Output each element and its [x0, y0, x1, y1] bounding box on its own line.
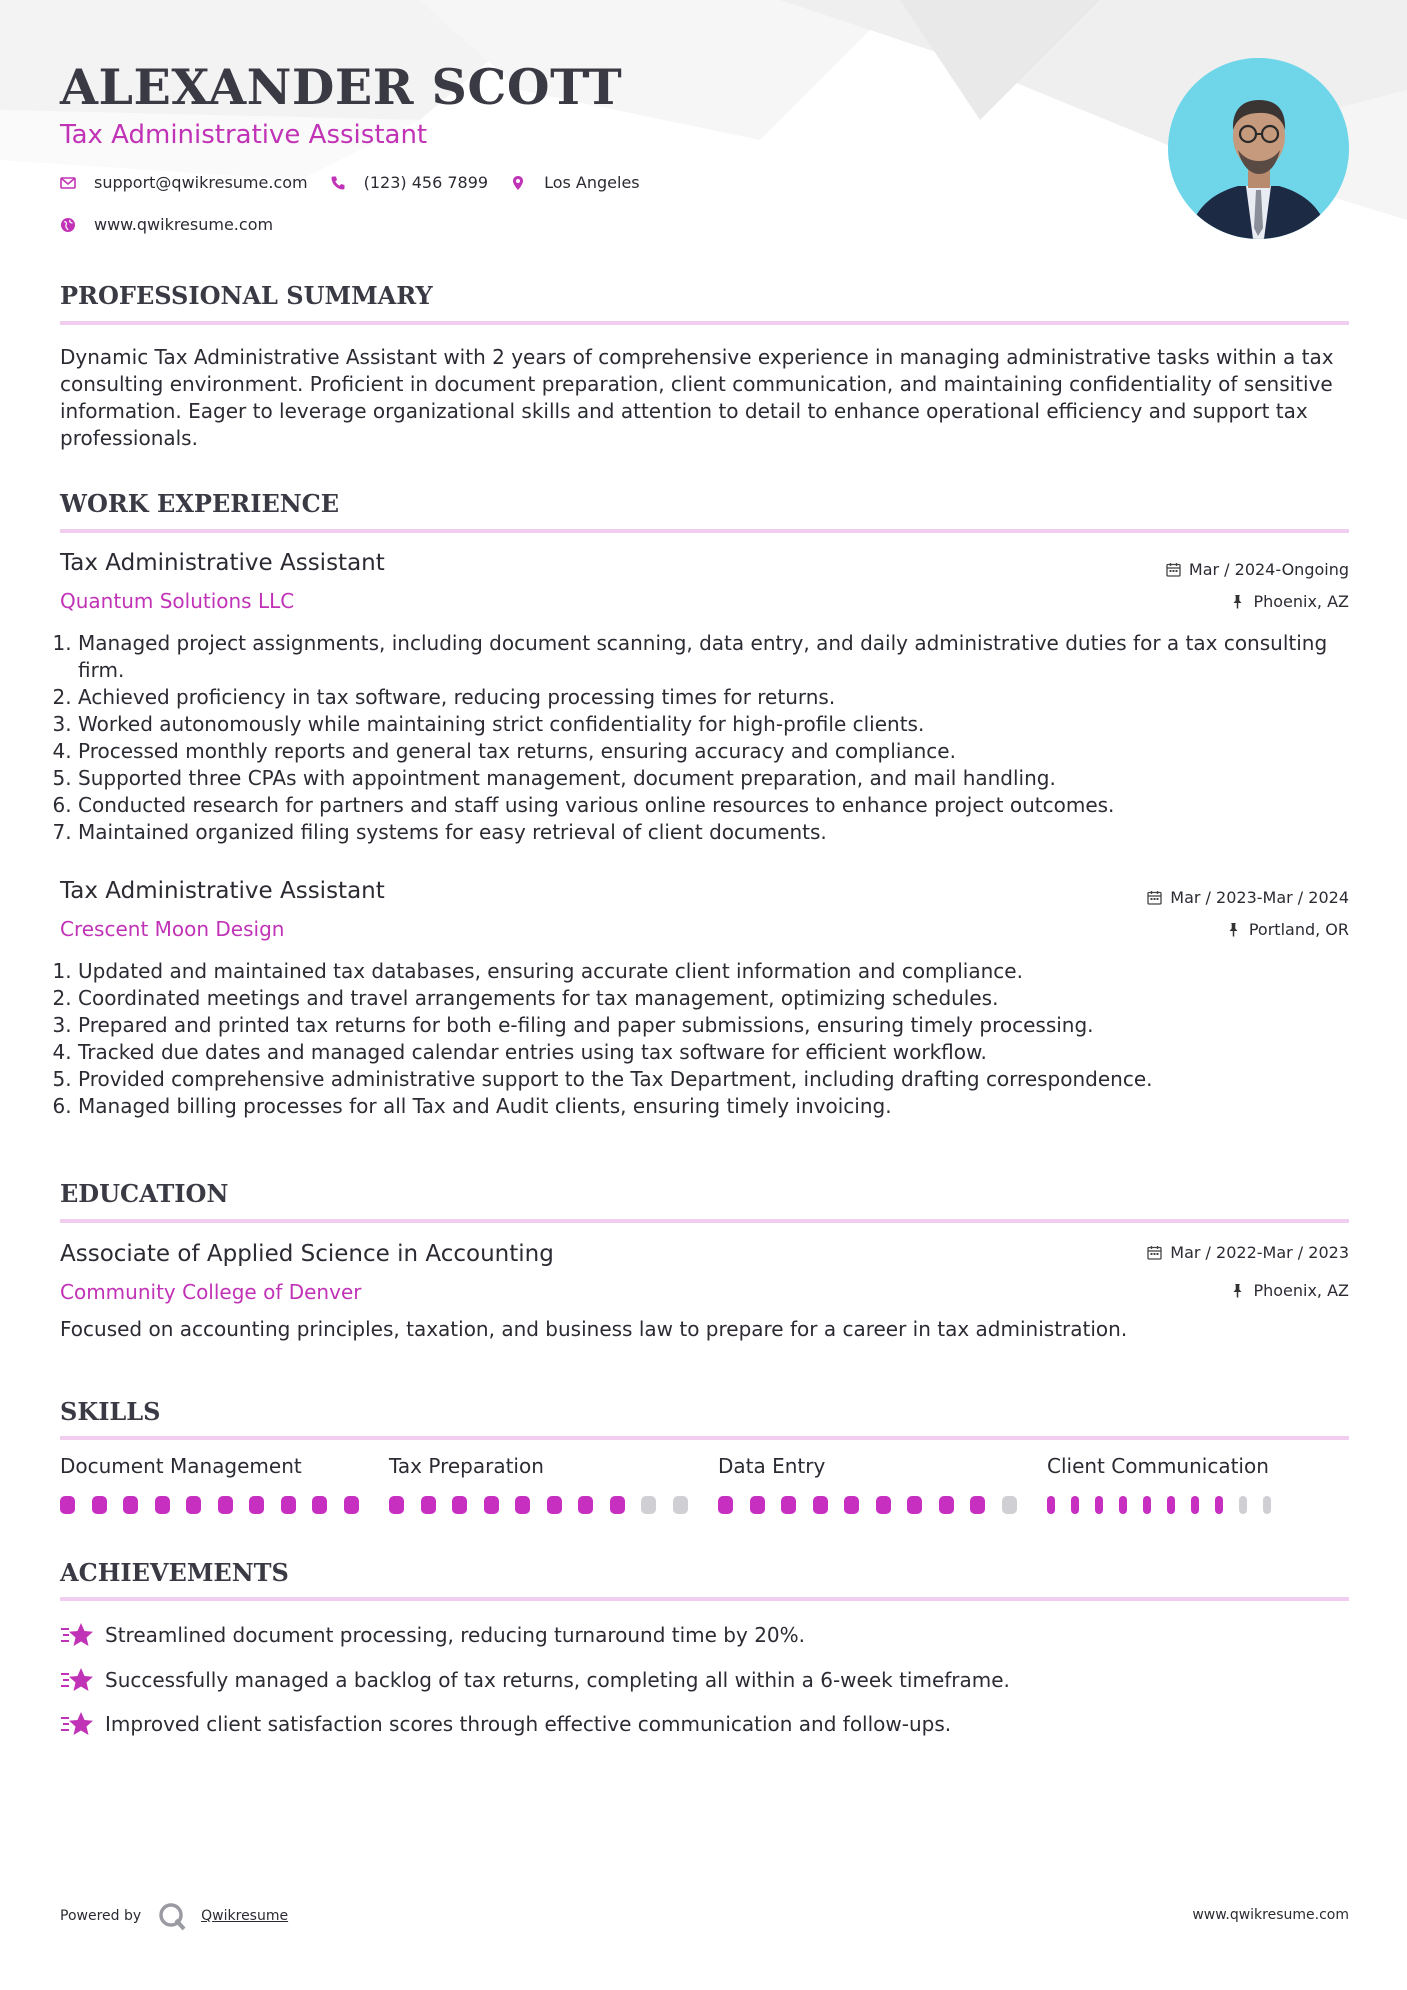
job-location — [1230, 592, 1349, 611]
job-title: Tax Administrative Assistant — [60, 878, 385, 904]
education-location — [1230, 1281, 1349, 1300]
pushpin-icon — [1226, 922, 1241, 937]
rating-dot-filled — [249, 1496, 264, 1514]
rating-dot-filled — [781, 1496, 796, 1514]
rating-dot-filled — [813, 1496, 828, 1514]
rating-dot-filled — [1095, 1496, 1103, 1514]
portrait-image — [1168, 58, 1349, 239]
star-icon — [60, 1709, 94, 1739]
achievement-item — [60, 1709, 951, 1739]
job-dates-text: Mar / 2024-Ongoing — [1188, 560, 1349, 579]
rating-dot-filled — [218, 1496, 233, 1514]
email-text: support@qwikresume.com — [94, 173, 308, 192]
candidate-name: ALEXANDER SCOTT — [60, 58, 623, 116]
skill-name: Document Management — [60, 1454, 302, 1478]
job-location-text: Portland, OR — [1248, 920, 1349, 939]
education-heading: EDUCATION — [60, 1179, 229, 1208]
rating-dot-filled — [1071, 1496, 1079, 1514]
rating-dot-filled — [1047, 1496, 1055, 1514]
summary-heading: PROFESSIONAL SUMMARY — [60, 281, 433, 310]
qwikresume-link[interactable]: Qwikresume — [201, 1908, 289, 1924]
job-title: Tax Administrative Assistant — [60, 550, 385, 576]
powered-by-label: Powered by — [60, 1908, 142, 1924]
rating-dot-filled — [281, 1496, 296, 1514]
achievement-item — [60, 1620, 805, 1650]
skill-rating — [60, 1496, 389, 1514]
rating-dot-filled — [312, 1496, 327, 1514]
skill-item — [718, 1454, 1047, 1514]
list-item: 4. Processed monthly reports and general tax returns, ensuring accuracy and compliance. — [78, 738, 1349, 765]
job-dates — [1166, 560, 1349, 579]
rating-dot-filled — [344, 1496, 359, 1514]
list-item: 2. Coordinated meetings and travel arrangements for tax management, optimizing schedules. — [78, 985, 1349, 1012]
list-item: 5. Provided comprehensive administrative support to the Tax Department, including drafting correspondence. — [78, 1066, 1349, 1093]
candidate-title: Tax Administrative Assistant — [60, 120, 428, 150]
rating-dot-filled — [1167, 1496, 1175, 1514]
skill-name: Data Entry — [718, 1454, 826, 1478]
list-item: 3. Prepared and printed tax returns for both e-filing and paper submissions, ensuring timely processing. — [78, 1012, 1349, 1039]
skills-heading: SKILLS — [60, 1397, 161, 1426]
skills-grid — [60, 1454, 1349, 1514]
list-item: 6. Managed billing processes for all Tax and Audit clients, ensuring timely invoicing. — [78, 1093, 1349, 1120]
school-name: Community College of Denver — [60, 1280, 362, 1304]
map-pin-icon — [510, 175, 526, 191]
contact-row — [60, 173, 662, 192]
list-item: 7. Maintained organized filing systems for easy retrieval of client documents. — [78, 819, 1349, 846]
education-location-text: Phoenix, AZ — [1253, 1281, 1349, 1300]
calendar-icon — [1166, 562, 1181, 577]
resume-page — [60, 0, 1349, 1990]
skill-rating — [389, 1496, 718, 1514]
achievement-item — [60, 1665, 1010, 1695]
location-text: Los Angeles — [544, 173, 640, 192]
rating-dot-filled — [421, 1496, 436, 1514]
experience-divider — [60, 529, 1349, 533]
footer-site[interactable]: www.qwikresume.com — [1192, 1907, 1349, 1923]
rating-dot-filled — [389, 1496, 404, 1514]
rating-dot-filled — [578, 1496, 593, 1514]
envelope-icon — [60, 175, 76, 191]
rating-dot-filled — [123, 1496, 138, 1514]
skill-rating — [1047, 1496, 1287, 1514]
website-text: www.qwikresume.com — [94, 215, 274, 234]
rating-dot-filled — [547, 1496, 562, 1514]
list-item: 6. Conducted research for partners and staff using various online resources to enhance project outcomes. — [78, 792, 1349, 819]
rating-dot-filled — [515, 1496, 530, 1514]
job-location-text: Phoenix, AZ — [1253, 592, 1349, 611]
education-divider — [60, 1219, 1349, 1223]
rating-dot-filled — [60, 1496, 75, 1514]
skill-item — [1047, 1454, 1287, 1514]
list-item: 3. Worked autonomously while maintaining strict confidentiality for high-profile clients. — [78, 711, 1349, 738]
skill-name: Tax Preparation — [389, 1454, 544, 1478]
globe-icon — [60, 217, 76, 233]
rating-dot-filled — [750, 1496, 765, 1514]
qwikresume-logo — [157, 1901, 187, 1931]
summary-text: Dynamic Tax Administrative Assistant with 2 years of comprehensive experience in managing administrative tasks within a tax consulting environment. Proficient in document preparation, client communication, and maintaining confidentiality of sensitive information. Eager to leverage organizational skills and attention to detail to enhance operational efficiency and support tax professionals. — [60, 345, 1334, 450]
contact-row-2 — [60, 215, 295, 234]
education-dates-text: Mar / 2022-Mar / 2023 — [1170, 1243, 1349, 1262]
rating-dot-filled — [1215, 1496, 1223, 1514]
phone-text: (123) 456 7899 — [363, 173, 489, 192]
rating-dot-filled — [970, 1496, 985, 1514]
list-item: 2. Achieved proficiency in tax software, reducing processing times for returns. — [78, 684, 1349, 711]
skill-rating — [718, 1496, 1047, 1514]
rating-dot-filled — [452, 1496, 467, 1514]
job-dates — [1147, 888, 1349, 907]
phone-icon — [330, 175, 346, 191]
star-icon — [60, 1665, 94, 1695]
achievement-text: Successfully managed a backlog of tax returns, completing all within a 6-week timeframe. — [105, 1668, 1010, 1692]
rating-dot-empty — [1263, 1496, 1271, 1514]
list-item: 4. Tracked due dates and managed calendar entries using tax software for efficient workflow. — [78, 1039, 1349, 1066]
education-dates — [1147, 1243, 1349, 1262]
achievements-heading: ACHIEVEMENTS — [60, 1558, 289, 1587]
skill-item — [60, 1454, 389, 1514]
star-icon — [60, 1620, 94, 1650]
rating-dot-filled — [92, 1496, 107, 1514]
achievement-text: Improved client satisfaction scores through effective communication and follow-ups. — [105, 1712, 952, 1736]
contact-email[interactable] — [60, 173, 308, 192]
rating-dot-filled — [939, 1496, 954, 1514]
achievement-text: Streamlined document processing, reducing turnaround time by 20%. — [105, 1623, 805, 1647]
contact-location — [510, 173, 640, 192]
rating-dot-empty — [641, 1496, 656, 1514]
degree-title: Associate of Applied Science in Accounting — [60, 1241, 554, 1267]
rating-dot-filled — [1143, 1496, 1151, 1514]
rating-dot-filled — [876, 1496, 891, 1514]
calendar-icon — [1147, 1245, 1162, 1260]
rating-dot-filled — [907, 1496, 922, 1514]
pushpin-icon — [1230, 594, 1245, 609]
list-item: 5. Supported three CPAs with appointment management, document preparation, and mail handling. — [78, 765, 1349, 792]
list-item: 1. Managed project assignments, including document scanning, data entry, and daily administrative duties for a tax consulting firm. — [78, 630, 1349, 684]
skill-name: Client Communication — [1047, 1454, 1269, 1478]
rating-dot-filled — [844, 1496, 859, 1514]
rating-dot-filled — [484, 1496, 499, 1514]
skill-item — [389, 1454, 718, 1514]
list-item: 1. Updated and maintained tax databases, ensuring accurate client information and compliance. — [78, 958, 1349, 985]
rating-dot-empty — [1239, 1496, 1247, 1514]
company-name: Quantum Solutions LLC — [60, 589, 295, 613]
rating-dot-filled — [1191, 1496, 1199, 1514]
job-bullets — [60, 630, 1349, 846]
contact-website[interactable] — [60, 215, 273, 234]
job-location — [1226, 920, 1349, 939]
experience-heading: WORK EXPERIENCE — [60, 489, 340, 518]
rating-dot-empty — [673, 1496, 688, 1514]
profile-photo — [1168, 58, 1349, 239]
rating-dot-filled — [718, 1496, 733, 1514]
skills-divider — [60, 1436, 1349, 1440]
company-name: Crescent Moon Design — [60, 917, 285, 941]
pushpin-icon — [1230, 1283, 1245, 1298]
contact-phone[interactable] — [330, 173, 488, 192]
summary-divider — [60, 321, 1349, 325]
job-dates-text: Mar / 2023-Mar / 2024 — [1170, 888, 1349, 907]
rating-dot-filled — [610, 1496, 625, 1514]
education-description: Focused on accounting principles, taxation, and business law to prepare for a career in tax administration. — [60, 1317, 1128, 1341]
job-bullets — [60, 958, 1349, 1120]
rating-dot-filled — [1119, 1496, 1127, 1514]
achievements-divider — [60, 1597, 1349, 1601]
footer-powered-by — [60, 1901, 288, 1931]
rating-dot-filled — [155, 1496, 170, 1514]
rating-dot-empty — [1002, 1496, 1017, 1514]
calendar-icon — [1147, 890, 1162, 905]
rating-dot-filled — [186, 1496, 201, 1514]
